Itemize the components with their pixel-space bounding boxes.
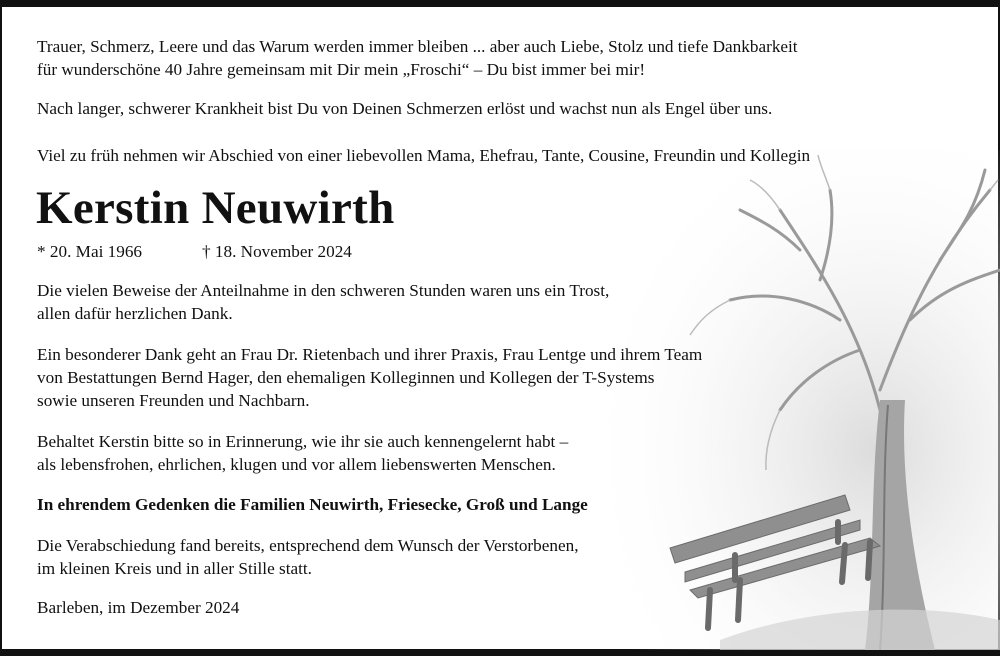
- intro-line-1: Trauer, Schmerz, Leere und das Warum werden immer bleiben ... aber auch Liebe, Stolz und tiefe Dankbarkeit: [37, 37, 798, 56]
- thanks-line-1: Die vielen Beweise der Anteilnahme in den schweren Stunden waren uns ein Trost,: [37, 281, 610, 300]
- families-paragraph: [37, 493, 588, 516]
- special-thanks-line-1: Ein besonderer Dank geht an Frau Dr. Rietenbach und ihrer Praxis, Frau Lentge und ihrem Team: [37, 345, 703, 364]
- special-thanks-line-2: von Bestattungen Bernd Hager, den ehemaligen Kolleginnen und Kollegen der T-Systems: [37, 368, 655, 387]
- thanks-line-2: allen dafür herzlichen Dank.: [37, 304, 233, 323]
- families-line: In ehrendem Gedenken die Familien Neuwirth, Friesecke, Groß und Lange: [37, 495, 588, 514]
- intro-line-2: für wunderschöne 40 Jahre gemeinsam mit Dir mein „Froschi“ – Du bist immer bei mir!: [37, 60, 646, 79]
- special-thanks-paragraph: [37, 343, 702, 412]
- ceremony-line-2: im kleinen Kreis und in aller Stille statt.: [37, 559, 312, 578]
- life-dates: [37, 240, 352, 263]
- place-date-line: Barleben, im Dezember 2024: [37, 598, 240, 617]
- place-date-paragraph: [37, 596, 239, 619]
- birth-date: * 20. Mai 1966: [37, 242, 143, 261]
- ceremony-paragraph: [37, 534, 579, 580]
- remember-paragraph: [37, 430, 568, 476]
- farewell-paragraph: [37, 144, 810, 167]
- intro-paragraph: [37, 35, 798, 81]
- remember-line-2: als lebensfrohen, ehrlichen, klugen und vor allem liebenswerten Menschen.: [37, 455, 556, 474]
- remember-line-1: Behaltet Kerstin bitte so in Erinnerung, wie ihr sie auch kennengelernt habt –: [37, 432, 569, 451]
- illness-paragraph: [37, 97, 772, 120]
- thanks-paragraph: [37, 279, 609, 325]
- farewell-line: Viel zu früh nehmen wir Abschied von einer liebevollen Mama, Ehefrau, Tante, Cousine, Freundin und Kollegin: [37, 146, 811, 165]
- special-thanks-line-3: sowie unseren Freunden und Nachbarn.: [37, 391, 310, 410]
- deceased-name: Kerstin Neuwirth: [36, 182, 395, 234]
- illness-line: Nach langer, schwerer Krankheit bist Du von Deinen Schmerzen erlöst und wachst nun als Engel über uns.: [37, 99, 773, 118]
- ceremony-line-1: Die Verabschiedung fand bereits, entsprechend dem Wunsch der Verstorbenen,: [37, 536, 579, 555]
- death-date: † 18. November 2024: [202, 242, 352, 261]
